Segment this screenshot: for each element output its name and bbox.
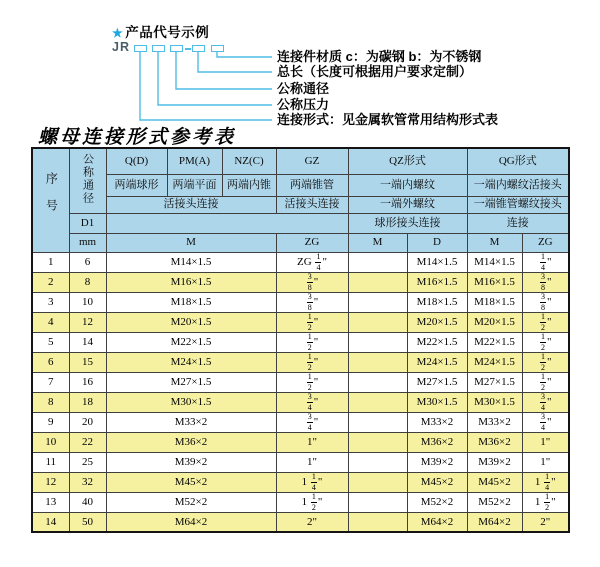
cell-qz-d: M52×2 xyxy=(407,492,467,512)
cell-qz-m xyxy=(348,392,407,412)
cell-seq: 12 xyxy=(32,472,69,492)
cell-qg-m: M64×2 xyxy=(467,512,522,532)
cell-zg: $\frac{3}{4}$ " xyxy=(276,392,348,412)
cell-qg-m: M14×1.5 xyxy=(467,252,522,272)
cell-qz-m xyxy=(348,252,407,272)
header-end-nzc: 两端内锥 xyxy=(222,174,276,196)
cell-qg-zg: $\frac{3}{4}$ " xyxy=(522,392,569,412)
header-conn-union-gz: 活接头连接 xyxy=(276,196,348,213)
cell-qg-m: M52×2 xyxy=(467,492,522,512)
cell-m: M45×2 xyxy=(106,472,276,492)
header-unit-mm: mm xyxy=(69,233,106,252)
cell-dn: 16 xyxy=(69,372,106,392)
cell-zg: $\frac{3}{8}$ " xyxy=(276,272,348,292)
cell-qz-m xyxy=(348,492,407,512)
cell-qg-zg: 1" xyxy=(522,452,569,472)
header-end-pma: 两端平面 xyxy=(167,174,222,196)
cell-qz-m xyxy=(348,312,407,332)
header-connect: 连接 xyxy=(467,213,569,233)
cell-qg-zg: 1 $\frac{1}{2}$ " xyxy=(522,492,569,512)
cell-qg-m: M30×1.5 xyxy=(467,392,522,412)
cell-dn: 14 xyxy=(69,332,106,352)
cell-m: M14×1.5 xyxy=(106,252,276,272)
cell-qz-m xyxy=(348,292,407,312)
header-ball-joint: 球形接头连接 xyxy=(348,213,467,233)
header-thread-m: M xyxy=(106,233,276,252)
header-thread-qg-m: M xyxy=(467,233,522,252)
cell-qg-zg: 1" xyxy=(522,432,569,452)
cell-qz-m xyxy=(348,472,407,492)
table-row xyxy=(32,332,569,352)
header-thread-qg-zg: ZG xyxy=(522,233,569,252)
cell-dn: 25 xyxy=(69,452,106,472)
cell-seq: 8 xyxy=(32,392,69,412)
cell-zg: 1" xyxy=(276,452,348,472)
header-conn-union: 活接头连接 xyxy=(106,196,276,213)
cell-zg: $\frac{1}{2}$ " xyxy=(276,352,348,372)
table-title: 螺母连接形式参考表 xyxy=(38,126,237,148)
cell-zg: $\frac{3}{4}$ " xyxy=(276,412,348,432)
cell-m: M33×2 xyxy=(106,412,276,432)
header-end-qz: 一端内螺纹 xyxy=(348,174,467,196)
cell-qz-m xyxy=(348,412,407,432)
table-row xyxy=(32,412,569,432)
cell-qz-d: M22×1.5 xyxy=(407,332,467,352)
table-row xyxy=(32,292,569,312)
cell-qg-m: M22×1.5 xyxy=(467,332,522,352)
header-conn-taper: 一端锥管螺纹接头 xyxy=(467,196,569,213)
cell-qg-m: M39×2 xyxy=(467,452,522,472)
cell-qg-zg: 2" xyxy=(522,512,569,532)
cell-dn: 6 xyxy=(69,252,106,272)
cell-qz-d: M30×1.5 xyxy=(407,392,467,412)
cell-qz-m xyxy=(348,372,407,392)
cell-qg-m: M20×1.5 xyxy=(467,312,522,332)
header-conn-ext-thread: 一端外螺纹 xyxy=(348,196,467,213)
cell-m: M52×2 xyxy=(106,492,276,512)
table-row xyxy=(32,432,569,452)
cell-qz-m xyxy=(348,272,407,292)
header-seq: 序号 xyxy=(32,148,69,252)
nut-connection-table xyxy=(31,147,570,533)
diagram-title-text: 产品代号示例 xyxy=(125,25,210,40)
cell-qz-d: M24×1.5 xyxy=(407,352,467,372)
cell-m: M39×2 xyxy=(106,452,276,472)
cell-qg-zg: $\frac{1}{4}$ " xyxy=(522,252,569,272)
cell-m: M64×2 xyxy=(106,512,276,532)
cell-qg-zg: $\frac{3}{8}$ " xyxy=(522,272,569,292)
cell-qz-m xyxy=(348,352,407,372)
cell-qz-d: M16×1.5 xyxy=(407,272,467,292)
table-row xyxy=(32,392,569,412)
table-row xyxy=(32,252,569,272)
cell-dn: 18 xyxy=(69,392,106,412)
cell-zg: 1 $\frac{1}{2}$ " xyxy=(276,492,348,512)
cell-zg: 1 $\frac{1}{4}$ " xyxy=(276,472,348,492)
cell-qg-zg: 1 $\frac{1}{4}$ " xyxy=(522,472,569,492)
cell-qz-d: M18×1.5 xyxy=(407,292,467,312)
code-label-connection: 连接形式：见金属软管常用结构形式表 xyxy=(277,112,499,127)
header-form-nzc: NZ(C) xyxy=(222,148,276,174)
header-thread-zg: ZG xyxy=(276,233,348,252)
cell-qg-zg: $\frac{3}{8}$ " xyxy=(522,292,569,312)
cell-seq: 3 xyxy=(32,292,69,312)
cell-qg-m: M24×1.5 xyxy=(467,352,522,372)
cell-dn: 8 xyxy=(69,272,106,292)
cell-qz-m xyxy=(348,332,407,352)
cell-qz-d: M45×2 xyxy=(407,472,467,492)
cell-seq: 6 xyxy=(32,352,69,372)
code-label-pressure: 公称压力 xyxy=(277,97,330,112)
cell-zg: ZG $\frac{1}{4}$ " xyxy=(276,252,348,272)
cell-seq: 9 xyxy=(32,412,69,432)
table-row xyxy=(32,372,569,392)
code-label-diameter: 公称通径 xyxy=(277,81,330,96)
cell-qz-d: M36×2 xyxy=(407,432,467,452)
header-end-qd: 两端球形 xyxy=(106,174,167,196)
cell-qg-m: M16×1.5 xyxy=(467,272,522,292)
header-end-qg: 一端内螺纹活接头 xyxy=(467,174,569,196)
cell-dn: 20 xyxy=(69,412,106,432)
cell-qg-m: M45×2 xyxy=(467,472,522,492)
cell-dn: 15 xyxy=(69,352,106,372)
cell-seq: 4 xyxy=(32,312,69,332)
cell-qz-m xyxy=(348,452,407,472)
cell-qg-m: M33×2 xyxy=(467,412,522,432)
cell-qz-d: M27×1.5 xyxy=(407,372,467,392)
cell-dn: 50 xyxy=(69,512,106,532)
cell-qz-m xyxy=(348,432,407,452)
header-form-qg: QG形式 xyxy=(467,148,569,174)
cell-qg-m: M27×1.5 xyxy=(467,372,522,392)
cell-zg: $\frac{3}{8}$ " xyxy=(276,292,348,312)
cell-seq: 10 xyxy=(32,432,69,452)
cell-qz-d: M20×1.5 xyxy=(407,312,467,332)
star-icon: ★ xyxy=(112,26,124,40)
cell-dn: 32 xyxy=(69,472,106,492)
header-form-gz: GZ xyxy=(276,148,348,174)
table-row xyxy=(32,452,569,472)
header-form-qz: QZ形式 xyxy=(348,148,467,174)
cell-zg: 1" xyxy=(276,432,348,452)
cell-qg-zg: $\frac{1}{2}$ " xyxy=(522,332,569,352)
cell-m: M24×1.5 xyxy=(106,352,276,372)
cell-qz-d: M39×2 xyxy=(407,452,467,472)
cell-qz-m xyxy=(348,512,407,532)
table-row xyxy=(32,492,569,512)
cell-seq: 2 xyxy=(32,272,69,292)
cell-dn: 40 xyxy=(69,492,106,512)
cell-qz-d: M33×2 xyxy=(407,412,467,432)
cell-seq: 7 xyxy=(32,372,69,392)
code-label-length: 总长（长度可根据用户要求定制） xyxy=(277,64,473,79)
cell-dn: 10 xyxy=(69,292,106,312)
table-row xyxy=(32,312,569,332)
header-thread-qz-m: M xyxy=(348,233,407,252)
cell-m: M18×1.5 xyxy=(106,292,276,312)
cell-qg-zg: $\frac{1}{2}$ " xyxy=(522,312,569,332)
cell-seq: 14 xyxy=(32,512,69,532)
table-row xyxy=(32,512,569,532)
cell-dn: 22 xyxy=(69,432,106,452)
cell-m: M30×1.5 xyxy=(106,392,276,412)
cell-qz-d: M64×2 xyxy=(407,512,467,532)
cell-zg: $\frac{1}{2}$ " xyxy=(276,332,348,352)
cell-qg-zg: $\frac{1}{2}$ " xyxy=(522,372,569,392)
header-form-qd: Q(D) xyxy=(106,148,167,174)
cell-zg: $\frac{1}{2}$ " xyxy=(276,312,348,332)
cell-zg: $\frac{1}{2}$ " xyxy=(276,372,348,392)
cell-m: M22×1.5 xyxy=(106,332,276,352)
header-nominal-diameter: 公称通径 xyxy=(69,148,106,213)
cell-zg: 2" xyxy=(276,512,348,532)
header-form-pma: PM(A) xyxy=(167,148,222,174)
cell-qz-d: M14×1.5 xyxy=(407,252,467,272)
cell-qg-m: M18×1.5 xyxy=(467,292,522,312)
header-end-gz: 两端锥管 xyxy=(276,174,348,196)
cell-qg-m: M36×2 xyxy=(467,432,522,452)
cell-seq: 1 xyxy=(32,252,69,272)
cell-qg-zg: $\frac{1}{2}$ " xyxy=(522,352,569,372)
cell-seq: 11 xyxy=(32,452,69,472)
table-row xyxy=(32,472,569,492)
cell-m: M27×1.5 xyxy=(106,372,276,392)
code-label-material: 连接件材质 c：为碳钢 b：为不锈钢 xyxy=(277,49,482,64)
cell-seq: 5 xyxy=(32,332,69,352)
header-thread-qz-d: D xyxy=(407,233,467,252)
cell-qg-zg: $\frac{3}{4}$ " xyxy=(522,412,569,432)
table-row xyxy=(32,352,569,372)
product-code-prefix: JR xyxy=(112,40,130,54)
cell-dn: 12 xyxy=(69,312,106,332)
header-blank xyxy=(106,213,348,233)
cell-m: M20×1.5 xyxy=(106,312,276,332)
cell-seq: 13 xyxy=(32,492,69,512)
header-d1: D1 xyxy=(69,213,106,233)
table-row xyxy=(32,272,569,292)
cell-m: M36×2 xyxy=(106,432,276,452)
cell-m: M16×1.5 xyxy=(106,272,276,292)
